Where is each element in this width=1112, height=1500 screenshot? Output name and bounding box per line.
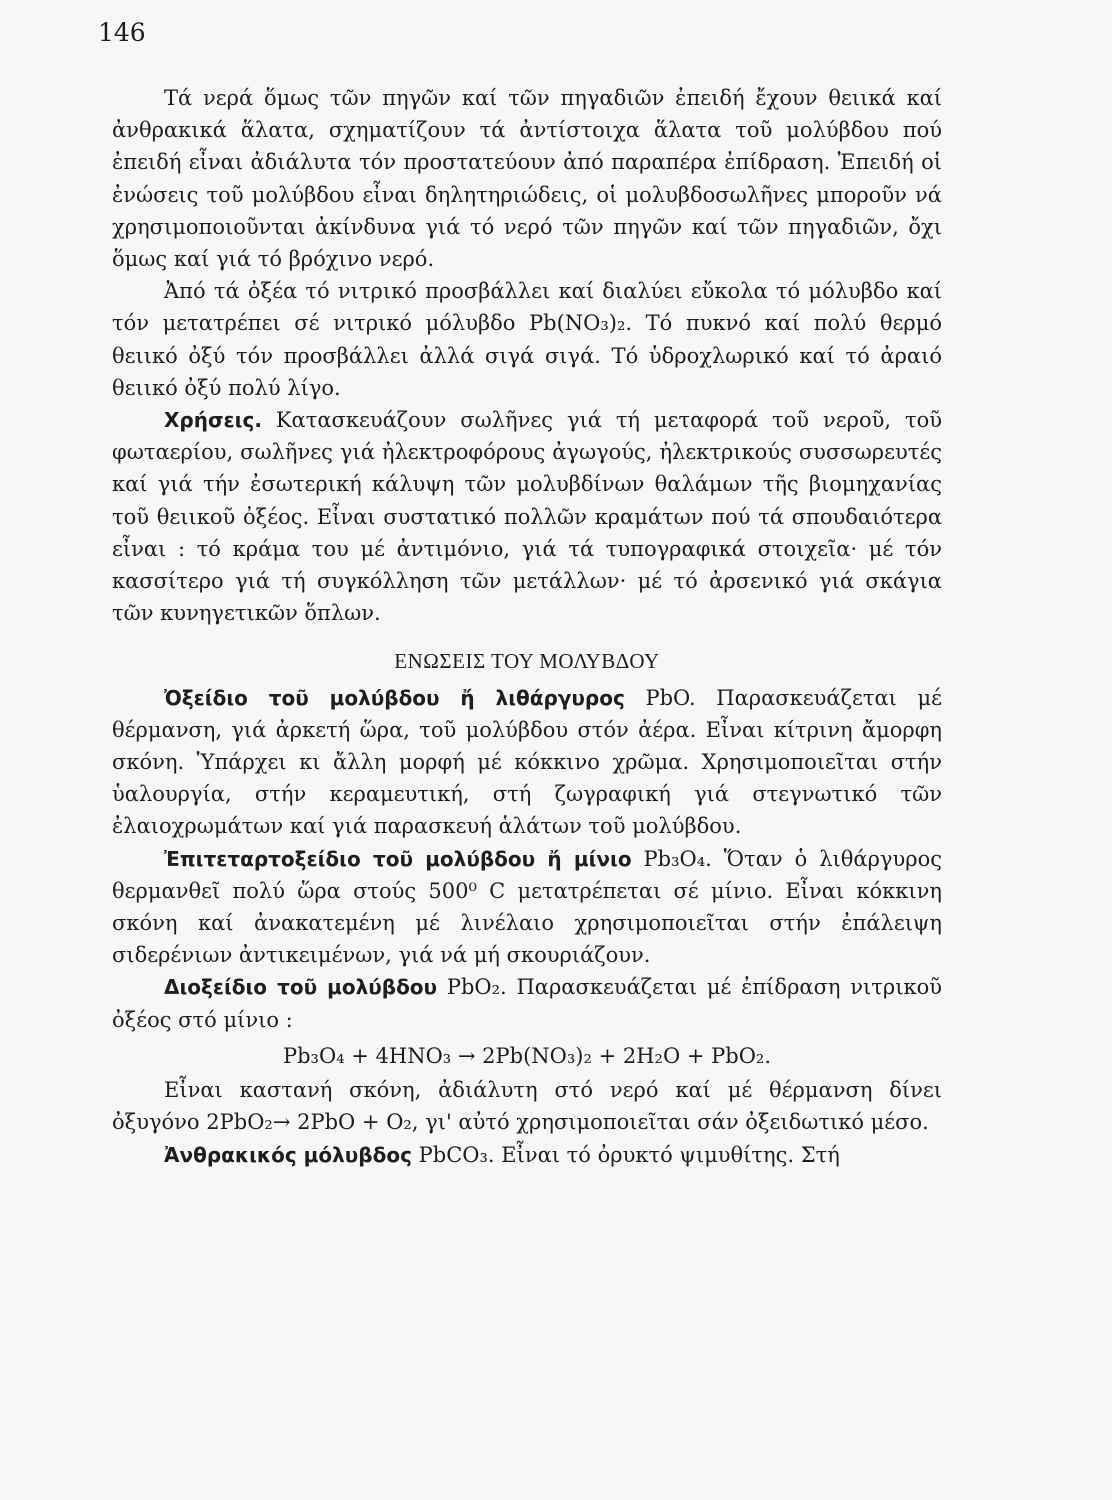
- dioxide-text: PbO₂. Παρασκευάζεται μέ ἐπίδραση νιτρικοῦ ὀξέος στό μίνιο :: [112, 975, 942, 1032]
- paragraph-lead-oxide: [112, 682, 942, 843]
- paragraph-lead-carbonate: [112, 1139, 942, 1171]
- uses-text: Κατασκευάζουν σωλῆνες γιά τή μεταφορά τοῦ νεροῦ, τοῦ φωταερίου, σωλῆνες γιά ἠλεκτροφόρους ἀγωγούς, ἠλεκτρικούς συσσωρευτές καί γιά τήν ἐσωτερική κάλυψη τῶν μολυβδίνων θαλάμων τῆς βιομηχανίας τοῦ θειικοῦ ὀξέος. Εἶναι συστατικό πολλῶν κραμάτων πού τά σπουδαιότερα εἶναι : τό κράμα του μέ ἀντιμόνιο, γιά τά τυπογραφικά στοιχεῖα· μέ τόν κασσίτερο γιά τή συγκόλληση τῶν μετάλλων· μέ τό ἀρσενικό γιά σκάγια τῶν κυνηγετικῶν ὅπλων.: [112, 408, 942, 626]
- paragraph-minium: [112, 843, 942, 972]
- lead-oxide-label: Ὀξείδιο τοῦ μολύβδου ἤ λιθάργυρος: [164, 685, 625, 710]
- paragraph-uses: [112, 404, 942, 629]
- uses-label: Χρήσεις.: [164, 408, 262, 433]
- section-heading: ΕΝΩΣΕΙΣ ΤΟΥ ΜΟΛΥΒΔΟΥ: [394, 649, 660, 674]
- paragraph-acids: Ἀπό τά ὀξέα τό νιτρικό προσβάλλει καί διαλύει εὔκολα τό μόλυβδο καί τόν μετατρέπει σέ νιτρικό μόλυβδο Pb(NO₃)₂. Τό πυκνό καί πολύ θερμό θειικό ὀξύ τόν προσβάλλει ἀλλά σιγά σιγά. Τό ὑδροχλωρικό καί τό ἀραιό θειικό ὀξύ πολύ λίγο.: [112, 279, 942, 400]
- page-body: [112, 82, 942, 1171]
- page-number: 146: [98, 18, 146, 47]
- lead-carbonate-text: PbCO₃. Εἶναι τό ὀρυκτό ψιμυθίτης. Στή: [411, 1142, 840, 1167]
- paragraph-dioxide: [112, 971, 942, 1035]
- reaction-equation: Pb₃O₄ + 4HNO₃ → 2Pb(NO₃)₂ + 2H₂O + PbO₂.: [282, 1043, 772, 1068]
- lead-oxide-text: PbO. Παρασκευάζεται μέ θέρμανση, γιά ἀρκετή ὥρα, τοῦ μολύβδου στόν ἀέρα. Εἶναι κίτρινη ἄμορφη σκόνη. Ὑπάρχει κι ἄλλη μορφή μέ κόκκινο χρῶμα. Χρησιμοποιεῖται στήν ὑαλουργία, στήν κεραμευτική, στή ζωγραφική γιά στεγνωτικό τῶν ἐλαιοχρωμάτων καί γιά παρασκευή ἁλάτων τοῦ μολύβδου.: [112, 685, 942, 839]
- paragraph-water: Τά νερά ὅμως τῶν πηγῶν καί τῶν πηγαδιῶν ἐπειδή ἔχουν θειικά καί ἀνθρακικά ἅλατα, σχηματίζουν τά ἀντίστοιχα ἅλατα τοῦ μολύβδου πού ἐπειδή εἶναι ἀδιάλυτα τόν προστατεύουν ἀπό παραπέρα ἐπίδραση. Ἐπειδή οἱ ἐνώσεις τοῦ μολύβδου εἶναι δηλητηριώδεις, οἱ μολυβδοσωλῆνες μποροῦν νά χρησιμοποιοῦνται ἀκίνδυνα γιά τό νερό τῶν πηγῶν καί τῶν πηγαδιῶν, ὄχι ὅμως καί γιά τό βρόχινο νερό.: [112, 86, 942, 272]
- dioxide-label: Διοξείδιο τοῦ μολύβδου: [164, 975, 438, 1000]
- minium-label: Ἐπιτεταρτοξείδιο τοῦ μολύβδου ἤ μίνιο: [164, 846, 632, 871]
- minium-text: Pb₃O₄. Ὅταν ὁ λιθάργυρος θερμανθεῖ πολύ ὥρα στούς 500⁰ C μετατρέπεται σέ μίνιο. Εἶναι κόκκινη σκόνη καί ἀνακατεμένη μέ λινέλαιο χρησιμοποιεῖται στήν ἐπάλειψη σιδερένιων ἀντικειμένων, γιά νά μή σκουριάζουν.: [112, 846, 942, 968]
- lead-carbonate-label: Ἀνθρακικός μόλυβδος: [164, 1142, 412, 1167]
- paragraph-dioxide-properties: Εἶναι καστανή σκόνη, ἀδιάλυτη στό νερό καί μέ θέρμανση δίνει ὀξυγόνο 2PbO₂→ 2PbO + O₂, γι' αὐτό χρησιμοποιεῖται σάν ὀξειδωτικό μέσο.: [112, 1078, 942, 1135]
